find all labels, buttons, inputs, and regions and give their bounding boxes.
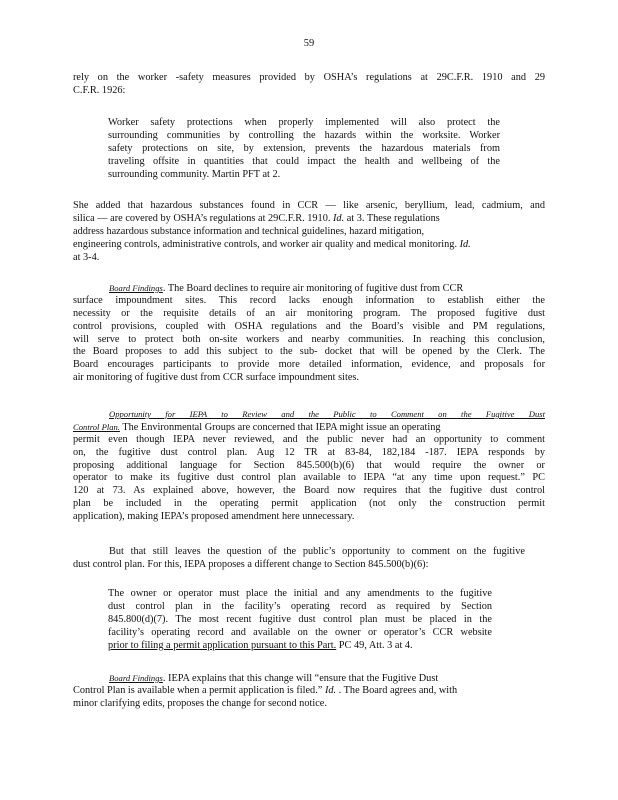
citation-id: Id. xyxy=(324,684,337,696)
text-line: 845.800(d)(7). The most recent fugitive dust control plan must be placed in the xyxy=(108,613,492,625)
text-line: application), making IEPA’s proposed amendment here unnecessary. xyxy=(73,511,355,523)
paragraph-board-findings-air-monitoring xyxy=(73,282,545,385)
text-span: at 3. These regulations xyxy=(346,212,440,224)
text-line: surface impoundment sites. This record lacks enough information to establish either the xyxy=(73,294,545,306)
text-line: the Board proposes to add this subject to the sub- docket that will be opened by the Clerk. The xyxy=(73,346,545,358)
text-line: permit even though IEPA never reviewed, and the public never had an opportunity to comment xyxy=(73,433,545,445)
text-line: The owner or operator must place the initial and any amendments to the fugitive xyxy=(108,588,492,599)
text-line: plan be included in the operating permit application (not only the construction permit xyxy=(73,498,545,510)
text-line: traveling offsite in quantities that could impact the health and wellbeing of the xyxy=(108,155,500,167)
text-line: dust control plan in the facility’s operating record as required by Section xyxy=(108,600,492,612)
text-line xyxy=(108,640,492,653)
text-line: on, the fugitive dust control plan. Aug 12 TR at 83-84, 182,184 -187. IEPA responds by xyxy=(73,446,545,458)
text-span: The Environmental Groups are concerned that IEPA might issue an operating xyxy=(119,421,441,433)
text-line: surrounding community. Martin PFT at 2. xyxy=(108,168,281,180)
text-line xyxy=(73,685,535,698)
page-number: 59 xyxy=(303,38,315,49)
section-fugitive-dust-plan-review xyxy=(73,408,545,524)
text-line: safety protections on site, by extension, prevents the hazardous materials from xyxy=(108,142,500,154)
text-line: address hazardous substance information and technical guidelines, hazard mitigation, xyxy=(73,225,425,237)
paragraph-public-opportunity xyxy=(73,546,525,572)
text-line: operator to make its fugitive dust control plan available to IEPA “at any time upon request.” PC xyxy=(73,472,545,484)
underlined-text: prior to filing a permit application pursuant to this Part. xyxy=(108,639,337,651)
text-line: proposing additional language for Section 845.500(b)(6) that would require the owner or xyxy=(73,459,545,471)
text-line: minor clarifying edits, proposes the change for second notice. xyxy=(73,697,327,709)
text-line: necessity or the requisite details of an air monitoring program. The proposed fugitive dust xyxy=(73,307,545,319)
text-line: She added that hazardous substances found in CCR — like arsenic, beryllium, lead, cadmium, and xyxy=(73,200,545,211)
block-quote-proposed-language xyxy=(108,588,492,652)
text-line xyxy=(73,239,545,252)
text-line: 120 at 73. As explained above, however, the Board now requires that the fugitive dust control xyxy=(73,485,545,497)
text-line xyxy=(73,213,473,226)
text-line xyxy=(73,672,535,685)
text-span: silica — are covered by OSHA’s regulations at 29C.F.R. 1910. xyxy=(73,212,331,224)
paragraph-osha-reliance xyxy=(73,72,545,98)
text-span: . The Board agrees and, with xyxy=(338,684,458,696)
text-line: dust control plan. For this, IEPA proposes a different change to Section 845.500(b)(6): xyxy=(73,558,429,570)
paragraph-hazardous-substances xyxy=(73,200,545,264)
text-line: Board encourages participants to provide more detailed information, evidence, and proposals for xyxy=(73,359,545,371)
text-span: . IEPA explains that this change will “ensure that the Fugitive Dust xyxy=(162,673,439,684)
board-findings-heading: Board Findings xyxy=(109,283,163,293)
section-heading: Opportunity for IEPA to Review and the Public to Comment on the Fugitive Dust xyxy=(109,409,545,419)
text-line xyxy=(73,282,545,295)
text-line: facility’s operating record and available on the owner or operator’s CCR website xyxy=(108,626,492,638)
text-line: control provisions, coupled with OSHA regulations and the Board’s visible and PM regulations, xyxy=(73,320,545,332)
citation-id: Id. xyxy=(333,212,345,224)
text-line: rely on the worker -safety measures provided by OSHA’s regulations at 29C.F.R. 1910 and 29 xyxy=(73,72,545,83)
text-span: engineering controls, administrative controls, and worker air quality and medical monitoring. xyxy=(73,238,458,250)
text-line: Worker safety protections when properly implemented will also protect the xyxy=(108,117,500,128)
paragraph-board-findings-dust-plan xyxy=(73,672,535,711)
text-span: Control Plan is available when a permit application is filed.” xyxy=(73,684,323,696)
text-line xyxy=(73,421,541,434)
board-findings-heading: Board Findings xyxy=(109,673,163,683)
citation-id: Id. xyxy=(459,238,471,250)
block-quote-martin xyxy=(108,117,500,181)
text-line: C.F.R. 1926: xyxy=(73,84,126,96)
text-line: at 3-4. xyxy=(73,251,100,263)
text-span: PC 49, Att. 3 at 4. xyxy=(336,639,413,651)
text-span: . The Board declines to require air monitoring of fugitive dust from CCR xyxy=(162,283,464,294)
section-heading-cont: Control Plan. xyxy=(73,421,120,432)
text-line: surrounding communities by controlling the hazards within the worksite. Worker xyxy=(108,129,500,141)
text-line: But that still leaves the question of the public’s opportunity to comment on the fugitive xyxy=(109,546,525,557)
text-line: air monitoring of fugitive dust from CCR surface impoundment sites. xyxy=(73,372,359,384)
text-line: will serve to protect both on-site workers and nearby communities. In reaching this conclusion, xyxy=(73,333,545,345)
